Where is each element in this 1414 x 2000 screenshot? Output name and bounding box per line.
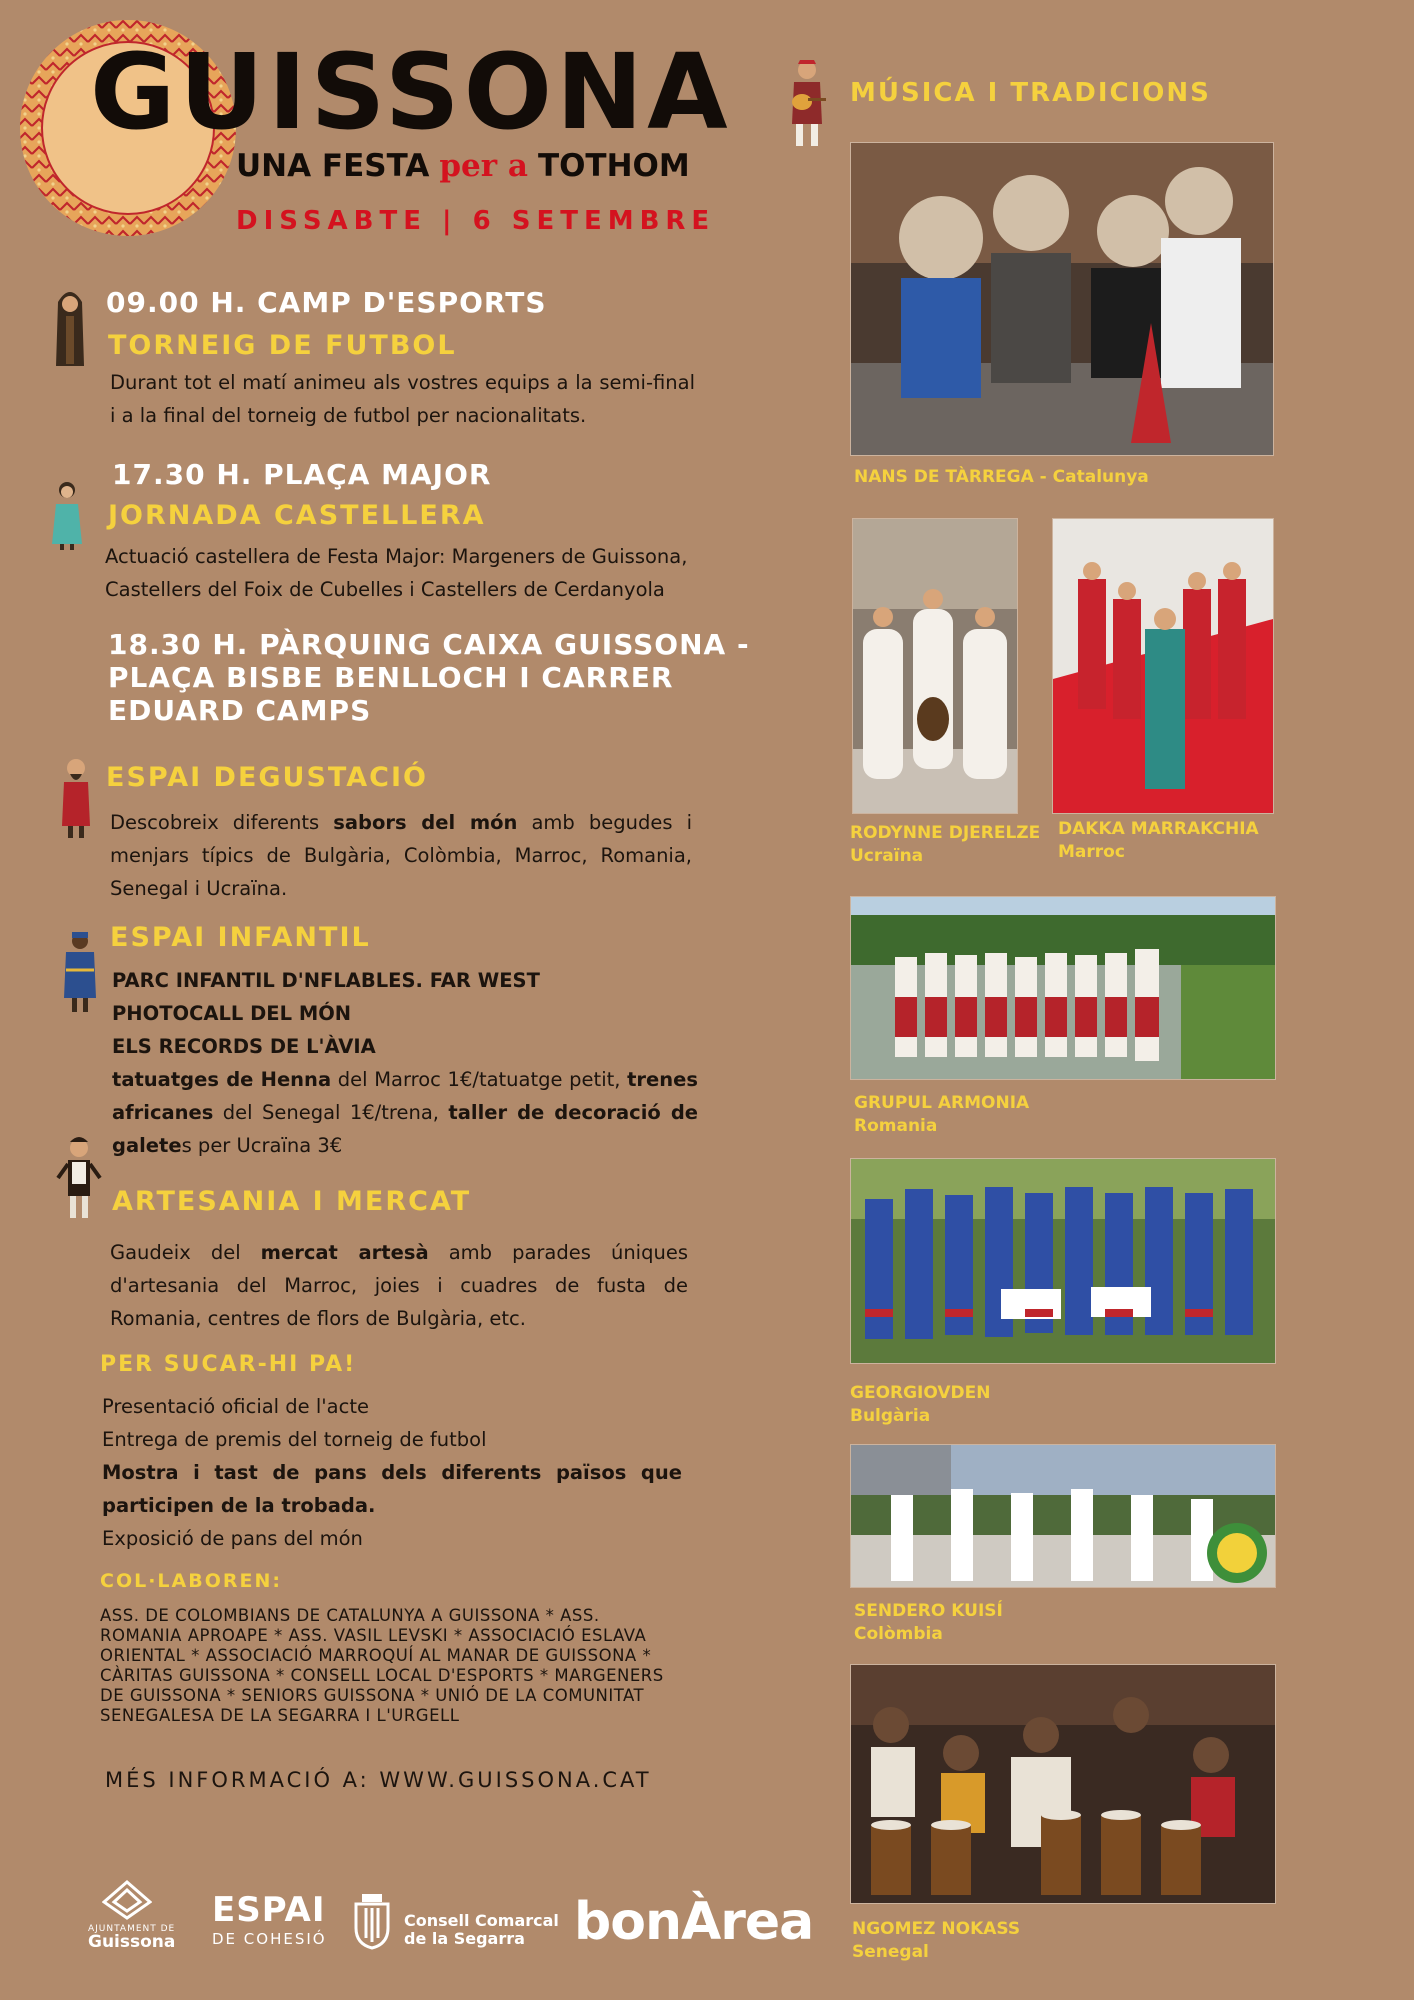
- subtitle: [236, 148, 690, 184]
- group-5-country: Bulgària: [850, 1406, 931, 1426]
- group-caption-1: [854, 466, 1149, 489]
- group-3-country: Marroc: [1058, 842, 1125, 862]
- girl-character-icon: [48, 478, 86, 550]
- event-7-item-bold: Mostra i tast de pans dels diferents països que participen de la trobada.: [102, 1461, 682, 1517]
- man-character-icon: [56, 756, 96, 838]
- event-7-item-1: Presentació oficial de l'acte: [102, 1395, 369, 1418]
- group-7-country: Senegal: [852, 1942, 929, 1962]
- subtitle-part-c: TOTHOM: [537, 148, 690, 184]
- grupul-armonia-photo: [850, 896, 1276, 1080]
- event-5-item-3: ELS RECORDS DE L'ÀVIA: [112, 1035, 376, 1058]
- event-4-bold-1: sabors del món: [333, 811, 518, 834]
- event-4-description: [110, 806, 692, 905]
- group-6-name: SENDERO KUISÍ: [854, 1601, 1003, 1621]
- bonarea-logo: bonÀrea: [574, 1892, 814, 1952]
- group-1-name: NANS DE TÀRREGA - Catalunya: [854, 467, 1149, 487]
- event-3-location: [108, 628, 750, 727]
- event-5-text-3: s per Ucraïna 3€: [181, 1134, 343, 1157]
- subtitle-part-a: UNA FESTA: [236, 148, 430, 184]
- event-5-list: [112, 964, 698, 1063]
- event-3-line-2: PLAÇA BISBE BENLLOCH I CARRER: [108, 661, 674, 694]
- group-5-name: GEORGIOVDEN: [850, 1383, 991, 1403]
- group-6-country: Colòmbia: [854, 1624, 943, 1644]
- event-1-time: 09.00 H. CAMP D'ESPORTS: [106, 286, 547, 319]
- group-7-name: NGOMEZ NOKASS: [852, 1919, 1021, 1939]
- event-7-item-3: Exposició de pans del món: [102, 1527, 363, 1550]
- event-5-bold-1: tatuatges de Henna: [112, 1068, 332, 1091]
- page-title: GUISSONA: [90, 31, 732, 153]
- group-3-name: DAKKA MARRAKCHIA: [1058, 819, 1259, 839]
- ngomez-nokass-photo: [850, 1664, 1276, 1904]
- traditional-man-character-icon: [56, 1134, 102, 1220]
- guitar-player-character-icon: [784, 58, 830, 148]
- nans-de-tarrega-photo: [850, 142, 1274, 456]
- event-5-bold-3: taller de decoració de galete: [112, 1101, 699, 1157]
- event-2-description: Actuació castellera de Festa Major: Margeners de Guissona, Castellers del Foix de Cubelles i Castellers de Cerdanyola: [105, 545, 688, 601]
- group-4-name: GRUPUL ARMONIA: [854, 1093, 1030, 1113]
- group-caption-2: [850, 822, 1040, 868]
- event-5-item-2: PHOTOCALL DEL MÓN: [112, 1002, 352, 1025]
- consell-line-1: Consell Comarcal: [404, 1911, 559, 1930]
- event-5-description: [112, 1063, 698, 1162]
- group-2-country: Ucraïna: [850, 846, 924, 866]
- event-2-time: 17.30 H. PLAÇA MAJOR: [112, 458, 492, 491]
- event-7-title: PER SUCAR-HI PA!: [100, 1352, 357, 1377]
- ajuntament-guissona-logo: [88, 1880, 188, 1960]
- event-5-bold-2: trenes africanes: [112, 1068, 698, 1124]
- dakka-marrakchia-photo: [1052, 518, 1274, 814]
- african-character-icon: [60, 930, 100, 1012]
- rodynne-djerelze-photo: [852, 518, 1018, 814]
- event-6-text-2: amb parades úniques d'artesania del Marroc, joies i cuadres de fusta de Romania, centres de flors de Bulgària, etc.: [110, 1241, 688, 1330]
- ajuntament-emblem-icon: [102, 1880, 152, 1920]
- event-6-text-1: Gaudeix del: [110, 1241, 261, 1264]
- cohesio-label: DE COHESIÓ: [212, 1930, 327, 1948]
- group-caption-4: [854, 1092, 1029, 1138]
- event-7-list: [102, 1390, 682, 1555]
- event-6-title: ARTESANIA I MERCAT: [112, 1186, 472, 1217]
- consell-comarcal-logo: [404, 1912, 559, 1948]
- event-4-text-2: amb begudes i menjars típics de Bulgària, Colòmbia, Marroc, Romania, Senegal i Ucraïna.: [110, 811, 693, 900]
- group-caption-7: [852, 1918, 1020, 1964]
- event-5-title: ESPAI INFANTIL: [110, 922, 371, 953]
- group-caption-6: [854, 1600, 1003, 1646]
- event-3-line-3: EDUARD CAMPS: [108, 694, 372, 727]
- ajuntament-name: Guissona: [88, 1932, 176, 1952]
- espai-de-cohesio-logo: [212, 1890, 327, 1948]
- georgiovden-photo: [850, 1158, 1276, 1364]
- ajuntament-label: AJUNTAMENT DE: [88, 1924, 176, 1934]
- group-caption-5: [850, 1382, 991, 1428]
- consell-line-2: de la Segarra: [404, 1929, 525, 1948]
- event-3-line-1: 18.30 H. PÀRQUING CAIXA GUISSONA -: [108, 628, 750, 661]
- collaborators-title: COL·LABOREN:: [100, 1570, 282, 1592]
- event-4-title: ESPAI DEGUSTACIÓ: [106, 762, 428, 793]
- event-5-text-1: del Marroc 1€/tatuatge petit,: [331, 1068, 628, 1091]
- group-2-name: RODYNNE DJERELZE: [850, 823, 1041, 843]
- event-1-title: TORNEIG DE FUTBOL: [108, 330, 457, 361]
- collaborators-list: ASS. DE COLOMBIANS DE CATALUNYA A GUISSONA * ASS. ROMANIA APROAPE * ASS. VASIL LEVSKI * ASSOCIACIÓ ESLAVA ORIENTAL * ASSOCIACIÓ MARROQUÍ AL MANAR DE GUISSONA * CÀRITAS GUISSONA * CONSELL LOCAL D'ESPORTS * MARGENERS DE GUISSONA * SENIORS GUISSONA * UNIÓ DE LA COMUNITAT SENEGALESA DE LA SEGARRA I L'URGELL: [100, 1606, 664, 1725]
- subtitle-part-b: per a: [439, 148, 528, 184]
- event-1-description: Durant tot el matí animeu als vostres equips a la semi-final i a la final del torneig de futbol per nacionalitats.: [110, 371, 695, 427]
- group-4-country: Romania: [854, 1116, 938, 1136]
- more-info-link[interactable]: MÉS INFORMACIÓ A: WWW.GUISSONA.CAT: [105, 1768, 652, 1792]
- event-6-description: [110, 1236, 688, 1335]
- woman-character-icon: [48, 282, 92, 368]
- segarra-shield-icon: [352, 1894, 392, 1950]
- event-7-item-2: Entrega de premis del torneig de futbol: [102, 1428, 487, 1451]
- event-5-text-2: del Senegal 1€/trena,: [213, 1101, 449, 1124]
- sendero-kuisi-photo: [850, 1444, 1276, 1588]
- espai-label: ESPAI: [212, 1890, 326, 1930]
- event-6-bold-1: mercat artesà: [260, 1241, 429, 1264]
- event-5-item-1: PARC INFANTIL D'NFLABLES. FAR WEST: [112, 969, 540, 992]
- music-traditions-title: MÚSICA I TRADICIONS: [850, 78, 1211, 108]
- event-date: DISSABTE | 6 SETEMBRE: [236, 206, 716, 236]
- group-caption-3: [1058, 818, 1259, 864]
- event-2-title: JORNADA CASTELLERA: [108, 500, 486, 531]
- event-4-text-1: Descobreix diferents: [110, 811, 334, 834]
